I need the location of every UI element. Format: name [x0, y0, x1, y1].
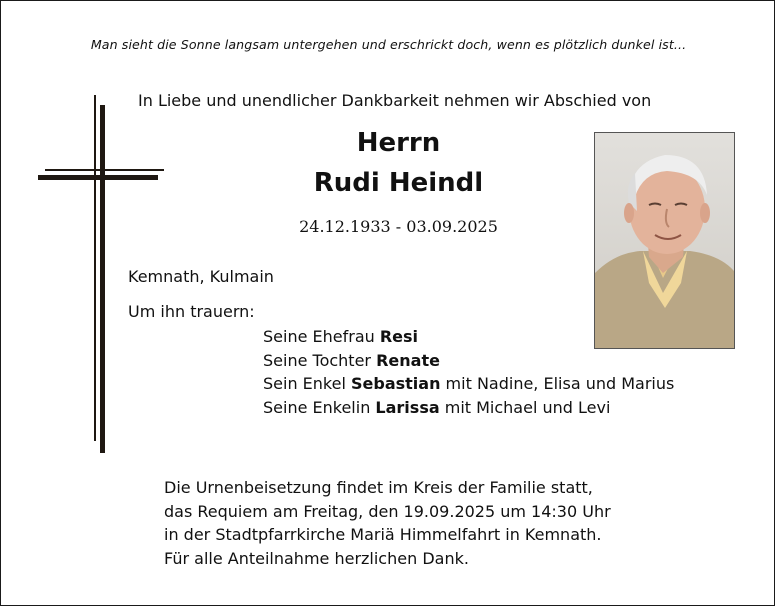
portrait-photo [594, 132, 735, 349]
notice-line: Für alle Anteilnahme herzlichen Dank. [164, 548, 469, 568]
mourners-list [263, 325, 674, 419]
motto-quote: Man sieht die Sonne langsam untergehen und erschrickt doch, wenn es plötzlich dunkel ist... [90, 37, 687, 52]
notice-line: in der Stadtpfarrkirche Mariä Himmelfahrt in Kemnath. [164, 525, 602, 544]
portrait-icon [595, 133, 734, 348]
intro-text: In Liebe und unendlicher Dankbarkeit nehmen wir Abschied von [138, 91, 652, 110]
salutation: Herrn [356, 128, 441, 158]
list-item: Seine Ehefrau Resi [263, 327, 419, 346]
funeral-notice [164, 476, 611, 570]
life-dates: 24.12.1933 - 03.09.2025 [299, 217, 498, 236]
place-of-residence: Kemnath, Kulmain [128, 267, 274, 286]
notice-line: Die Urnenbeisetzung findet im Kreis der Familie statt, [164, 478, 593, 497]
deceased-name: Rudi Heindl [313, 168, 484, 198]
list-item: Seine Enkelin Larissa mit Michael und Levi [263, 397, 611, 417]
list-item: Seine Tochter Renate [263, 350, 440, 370]
notice-line: das Requiem am Freitag, den 19.09.2025 um 14:30 Uhr [164, 501, 611, 521]
mourners-label: Um ihn trauern: [128, 302, 255, 321]
list-item: Sein Enkel Sebastian mit Nadine, Elisa und Marius [263, 374, 675, 393]
